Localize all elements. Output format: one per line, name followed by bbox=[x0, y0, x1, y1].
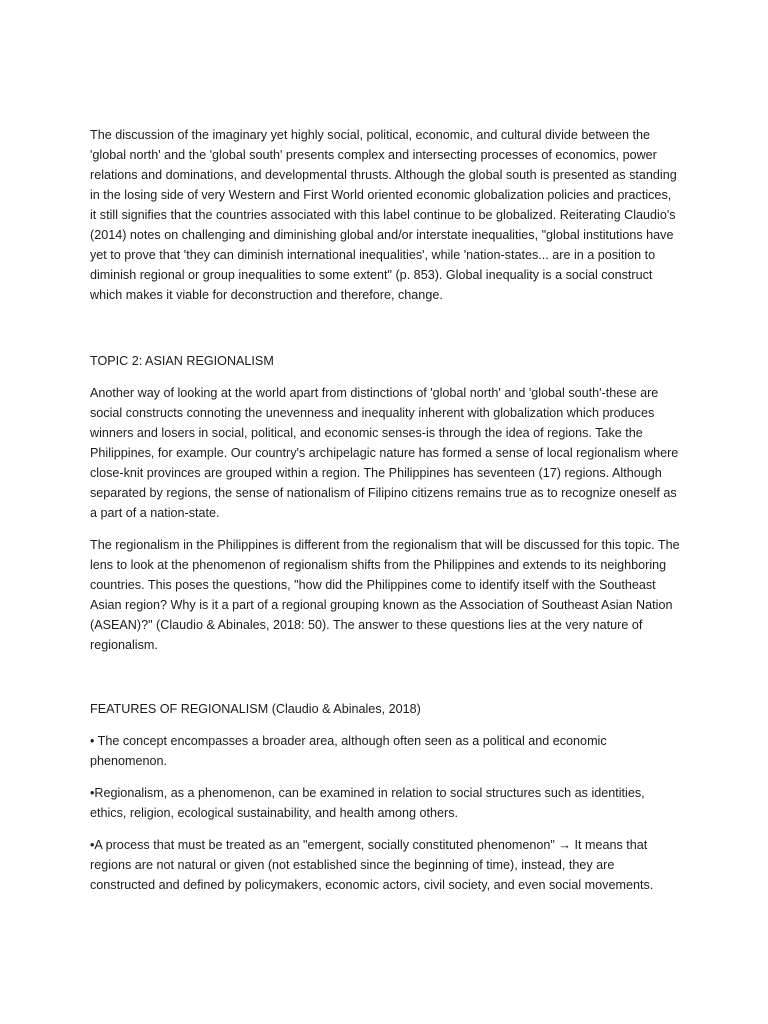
paragraph-regionalism: The regionalism in the Philippines is different from the regionalism that will be discussed for this topic. The lens to look at the phenomenon of regionalism shifts from the Philippines and extends to its neighboring countries. This poses the questions, "how did the Philippines come to identify itself with the Southeast Asian region? Why is it a part of a regional grouping known as the Association of Southeast Asian Nation (ASEAN)?" (Claudio & Abinales, 2018: 50). The answer to these questions lies at the very nature of regionalism. bbox=[90, 538, 680, 652]
feature-item-2: •Regionalism, as a phenomenon, can be examined in relation to social structures such as identities, ethics, religion, ecological sustainability, and health among others. bbox=[90, 786, 645, 820]
paragraph-global-divide: The discussion of the imaginary yet highly social, political, economic, and cultural divide between the 'global north' and the 'global south' presents complex and intersecting processes of economics, power relations and dominations, and developmental thrusts. Although the global south is presented as standing in the losing side of very Western and First World oriented economic globalization policies and practices, it still signifies that the countries associated with this label continue to be globalized. Reiterating Claudio's (2014) notes on challenging and diminishing global and/or interstate inequalities, "global institutions have yet to prove that 'they can diminish international inequalities', while 'nation-states... are in a position to diminish regional or group inequalities to some extent" (p. 853). Global inequality is a social construct which makes it viable for deconstruction and therefore, change. bbox=[90, 128, 677, 302]
paragraph-regions: Another way of looking at the world apart from distinctions of 'global north' and 'global south'-these are social constructs connoting the unevenness and inequality inherent with globalization which produces winners and losers in social, political, and economic senses-is through the idea of regions. Take the Philippines, for example. Our country's archipelagic nature has formed a sense of local regionalism where close-knit provinces are grouped within a region. The Philippines has seventeen (17) regions. Although separated by regions, the sense of nationalism of Filipino citizens remains true as to recognize oneself as a part of a nation-state. bbox=[90, 386, 679, 520]
feature-item-3: •A process that must be treated as an "emergent, socially constituted phenomenon" → It means that regions are not natural or given (not established since the beginning of time), instead, they are constructed and defined by policymakers, economic actors, civil society, and even social movements. bbox=[90, 838, 654, 892]
document-page bbox=[90, 125, 680, 907]
topic2-heading: TOPIC 2: ASIAN REGIONALISM bbox=[90, 354, 274, 368]
spacer bbox=[90, 667, 680, 699]
feature-item-1: • The concept encompasses a broader area, although often seen as a political and economic phenomenon. bbox=[90, 734, 607, 768]
features-heading: FEATURES OF REGIONALISM (Claudio & Abinales, 2018) bbox=[90, 702, 421, 716]
spacer bbox=[90, 317, 680, 351]
